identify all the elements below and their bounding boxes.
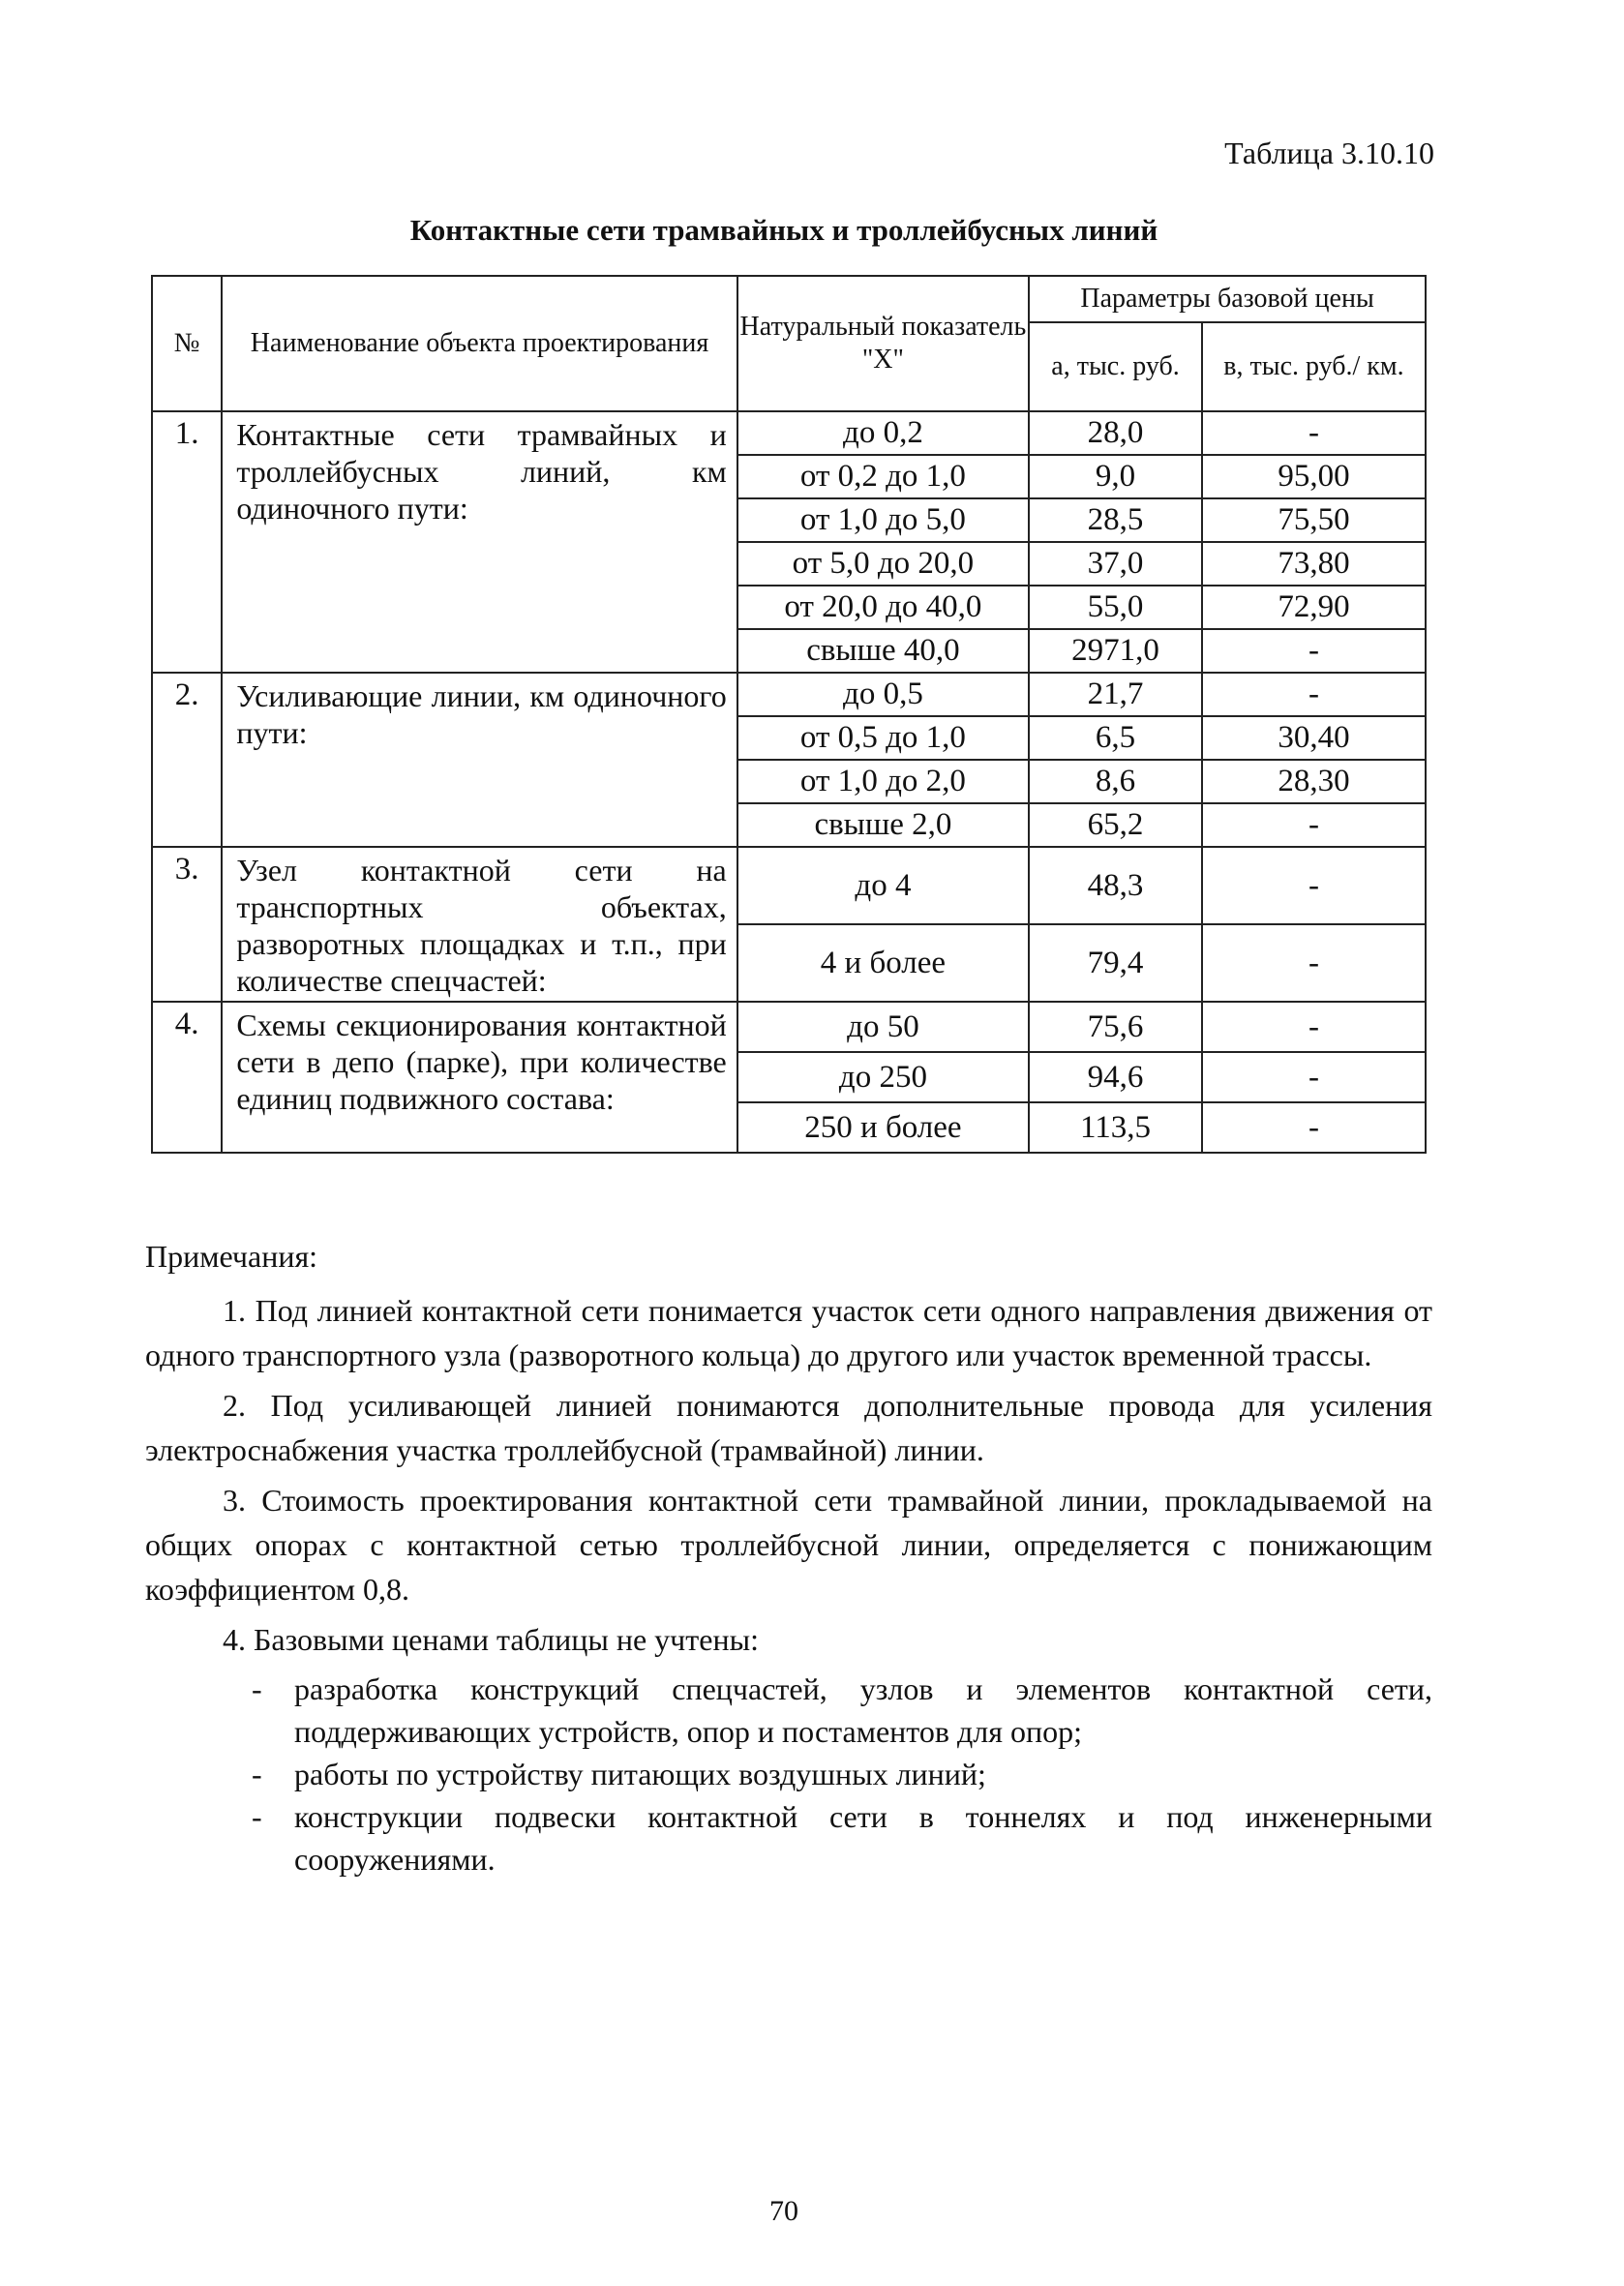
price-b-cell: - bbox=[1202, 673, 1426, 716]
table-body bbox=[152, 411, 1426, 1153]
indicator-cell: до 50 bbox=[737, 1002, 1029, 1052]
note-bullet-list bbox=[145, 1668, 1432, 1880]
price-b-cell: - bbox=[1202, 924, 1426, 1002]
dash-marker: - bbox=[252, 1671, 262, 1706]
note-item: 1. Под линией контактной сети понимается участок сети одного направления движения от одного транспортного узла (разворотного кольца) до другого или участок временной трассы. bbox=[145, 1293, 1432, 1372]
notes-section bbox=[145, 1234, 1432, 1880]
price-a-cell: 9,0 bbox=[1029, 455, 1202, 498]
dash-marker: - bbox=[252, 1757, 262, 1791]
table-number: Таблица 3.10.10 bbox=[1224, 135, 1434, 170]
indicator-cell: 4 и более bbox=[737, 924, 1029, 1002]
indicator-cell: от 0,2 до 1,0 bbox=[737, 455, 1029, 498]
price-b-cell: 95,00 bbox=[1202, 455, 1426, 498]
indicator-cell: до 250 bbox=[737, 1052, 1029, 1102]
header-name: Наименованиe объекта проектирования bbox=[222, 276, 737, 411]
price-b-cell: 28,30 bbox=[1202, 760, 1426, 803]
price-a-cell: 75,6 bbox=[1029, 1002, 1202, 1052]
price-a-cell: 65,2 bbox=[1029, 803, 1202, 847]
list-item-text: работы по устройству питающих воздушных линий; bbox=[294, 1757, 986, 1791]
list-item bbox=[252, 1753, 1432, 1795]
list-item-text: конструкции подвески контактной сети в тоннелях и под инженерными сооружениями. bbox=[294, 1799, 1432, 1877]
note-item: 2. Под усиливающей линией понимаются дополнительные провода для усиления электроснабжения участка троллейбусной (трамвайной) линии. bbox=[145, 1388, 1432, 1467]
note-item: 3. Стоимость проектирования контактной сети трамвайной линии, прокладываемой на общих опорах с контактной сетью троллейбусной линии, определяется с понижающим коэффициентом 0,8. bbox=[145, 1483, 1432, 1607]
indicator-cell: от 1,0 до 5,0 bbox=[737, 498, 1029, 542]
table-title: Контактные сети трамвайных и троллейбусных линий bbox=[409, 213, 1158, 247]
table-header bbox=[152, 276, 1426, 411]
price-a-cell: 28,5 bbox=[1029, 498, 1202, 542]
price-b-cell: 30,40 bbox=[1202, 716, 1426, 760]
header-indicator: Натуральный показатель "X" bbox=[737, 276, 1029, 411]
header-b: в, тыс. руб./ км. bbox=[1202, 322, 1426, 411]
price-table bbox=[151, 275, 1427, 1154]
table-row bbox=[152, 673, 1426, 716]
price-b-cell: 75,50 bbox=[1202, 498, 1426, 542]
indicator-cell: от 20,0 до 40,0 bbox=[737, 586, 1029, 629]
dash-marker: - bbox=[252, 1799, 262, 1834]
price-a-cell: 48,3 bbox=[1029, 847, 1202, 924]
indicator-cell: до 4 bbox=[737, 847, 1029, 924]
indicator-cell: свыше 2,0 bbox=[737, 803, 1029, 847]
row-number: 2. bbox=[152, 673, 222, 847]
note-item: 4. Базовыми ценами таблицы не учтены: bbox=[223, 1622, 759, 1657]
price-a-cell: 28,0 bbox=[1029, 411, 1202, 455]
price-a-cell: 8,6 bbox=[1029, 760, 1202, 803]
object-name: Узел контактной сети на транспортных объектах, разворотных площадках и т.п., при количестве спецчастей: bbox=[222, 847, 737, 1002]
price-a-cell: 6,5 bbox=[1029, 716, 1202, 760]
table-row bbox=[152, 847, 1426, 924]
price-a-cell: 37,0 bbox=[1029, 542, 1202, 586]
row-number: 4. bbox=[152, 1002, 222, 1153]
row-number: 1. bbox=[152, 411, 222, 673]
price-b-cell: - bbox=[1202, 847, 1426, 924]
price-b-cell: 72,90 bbox=[1202, 586, 1426, 629]
indicator-cell: от 1,0 до 2,0 bbox=[737, 760, 1029, 803]
price-b-cell: - bbox=[1202, 1002, 1426, 1052]
price-a-cell: 21,7 bbox=[1029, 673, 1202, 716]
price-a-cell: 79,4 bbox=[1029, 924, 1202, 1002]
price-b-cell: - bbox=[1202, 1052, 1426, 1102]
list-item-text: разработка конструкций спецчастей, узлов и элементов контактной сети, поддерживающих устройств, опор и постаментов для опор; bbox=[294, 1671, 1432, 1749]
header-params: Параметры базовой цены bbox=[1029, 276, 1426, 322]
indicator-cell: до 0,5 bbox=[737, 673, 1029, 716]
object-name: Контактные сети трамвайных и троллейбусных линий, км одиночного пути: bbox=[222, 411, 737, 673]
indicator-cell: до 0,2 bbox=[737, 411, 1029, 455]
list-item bbox=[252, 1668, 1432, 1753]
list-item bbox=[252, 1795, 1432, 1880]
price-a-cell: 2971,0 bbox=[1029, 629, 1202, 673]
object-name: Схемы секционирования контактной сети в депо (парке), при количестве единиц подвижного состава: bbox=[222, 1002, 737, 1153]
price-b-cell: - bbox=[1202, 803, 1426, 847]
price-b-cell: - bbox=[1202, 411, 1426, 455]
header-num: № bbox=[152, 276, 222, 411]
object-name: Усиливающие линии, км одиночного пути: bbox=[222, 673, 737, 847]
price-a-cell: 113,5 bbox=[1029, 1102, 1202, 1153]
price-a-cell: 55,0 bbox=[1029, 586, 1202, 629]
indicator-cell: от 0,5 до 1,0 bbox=[737, 716, 1029, 760]
notes-title: Примечания: bbox=[145, 1239, 318, 1274]
indicator-cell: свыше 40,0 bbox=[737, 629, 1029, 673]
row-number: 3. bbox=[152, 847, 222, 1002]
table-row bbox=[152, 411, 1426, 455]
page-number: 70 bbox=[769, 2195, 798, 2227]
header-a: а, тыс. руб. bbox=[1029, 322, 1202, 411]
table-row bbox=[152, 1002, 1426, 1052]
indicator-cell: от 5,0 до 20,0 bbox=[737, 542, 1029, 586]
price-b-cell: 73,80 bbox=[1202, 542, 1426, 586]
price-b-cell: - bbox=[1202, 1102, 1426, 1153]
price-b-cell: - bbox=[1202, 629, 1426, 673]
indicator-cell: 250 и более bbox=[737, 1102, 1029, 1153]
price-a-cell: 94,6 bbox=[1029, 1052, 1202, 1102]
